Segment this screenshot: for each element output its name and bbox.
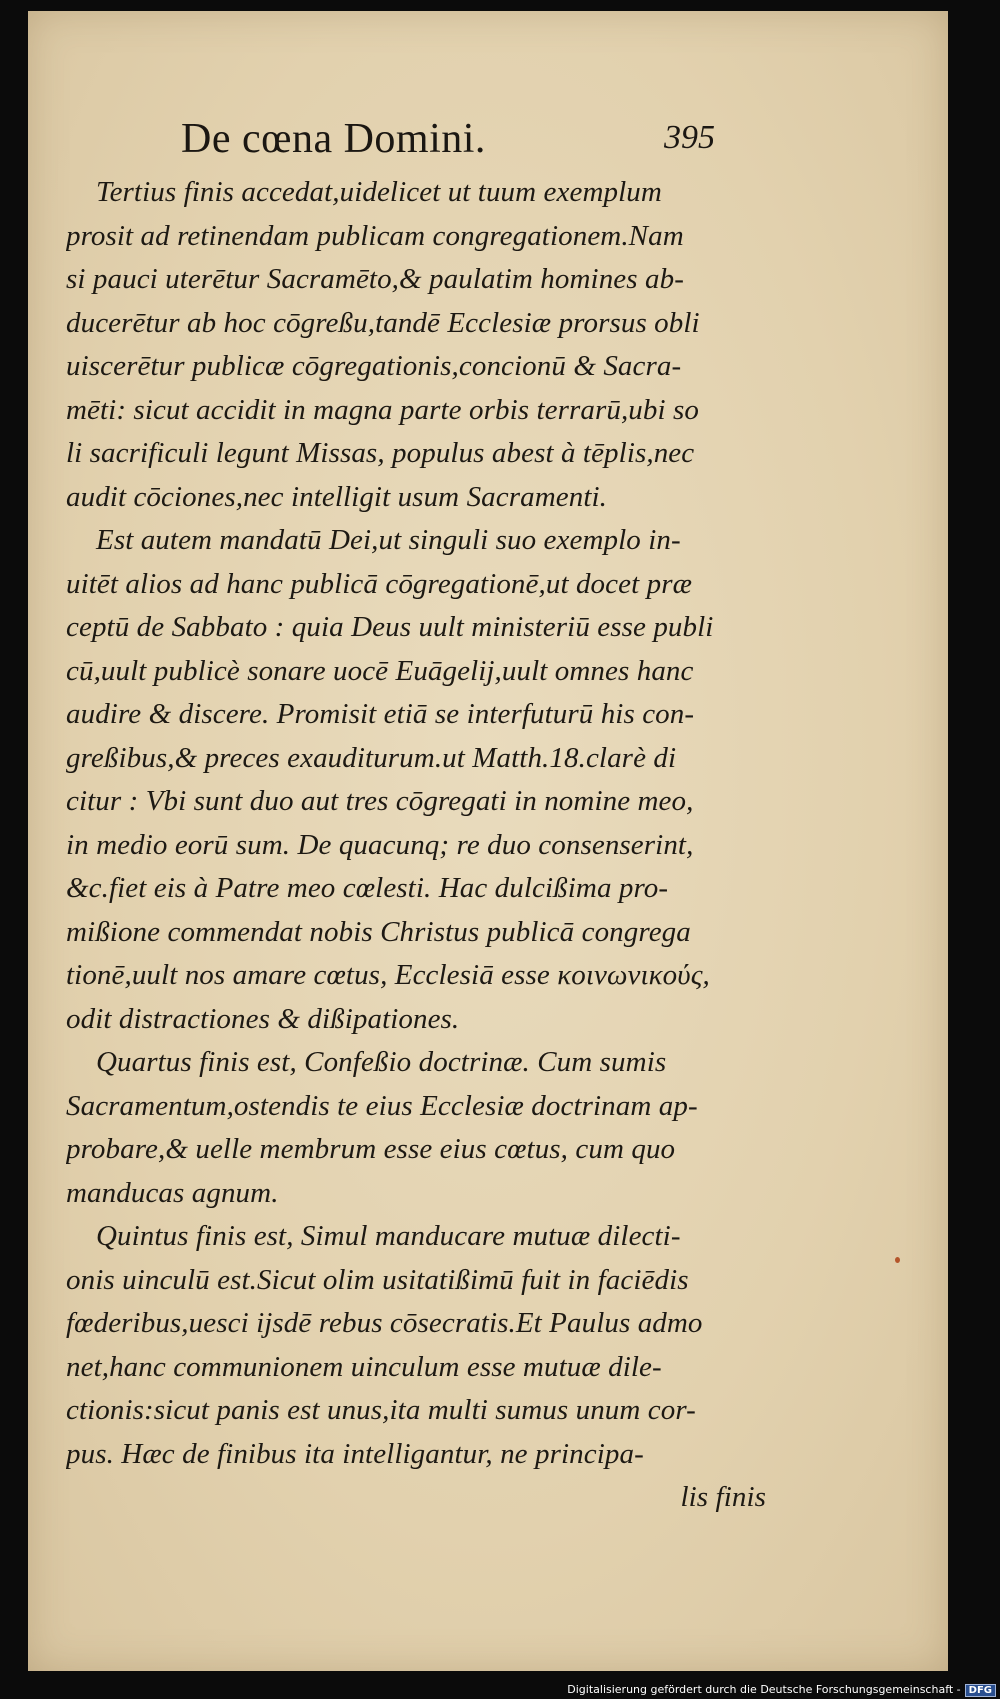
text-line: uiscerētur publicæ cōgregationis,concionū & Sacra-: [66, 350, 682, 382]
text-line: &c.fiet eis à Patre meo cœlesti. Hac dulcißima pro-: [66, 872, 669, 904]
paragraph-quartus: [66, 1041, 766, 1215]
text-line: Quintus finis est, Simul manducare mutuæ dilecti-: [96, 1220, 681, 1252]
page-header: [28, 115, 948, 175]
text-line: citur : Vbi sunt duo aut tres cōgregati in nomine meo,: [66, 785, 694, 817]
running-head: De cœna Domini.: [181, 116, 486, 162]
text-line: onis uinculū est.Sicut olim usitatißimū fuit in faciēdis: [66, 1263, 689, 1296]
text-line: greßibus,& preces exauditurum.ut Matth.18.clarè di: [66, 741, 677, 774]
paragraph-tertius: [66, 171, 766, 519]
body-text: [66, 171, 766, 1520]
text-line: audit cōciones,nec intelligit usum Sacramenti.: [66, 480, 608, 513]
text-line: uitēt alios ad hanc publicā cōgregationē,ut docet præ: [66, 567, 693, 600]
book-page: [28, 11, 948, 1671]
text-line: odit distractiones & dißipationes.: [66, 1002, 460, 1035]
text-line: audire & discere. Promisit etiā se interfuturū his con-: [66, 698, 695, 730]
credit-text: Digitalisierung gefördert durch die Deutsche Forschungsgemeinschaft -: [567, 1683, 961, 1696]
text-line: Quartus finis est, Confeßio doctrinæ. Cum sumis: [96, 1046, 667, 1078]
dfg-logo: DFG: [965, 1684, 996, 1697]
text-line: Sacramentum,ostendis te eius Ecclesiæ doctrinam ap-: [66, 1089, 698, 1122]
text-line: li sacrificuli legunt Missas, populus abest à tēplis,nec: [66, 437, 695, 469]
text-line: net,hanc communionem uinculum esse mutuæ dile-: [66, 1350, 662, 1383]
text-line: si pauci uterētur Sacramēto,& paulatim homines ab-: [66, 263, 684, 295]
paper-stain: [895, 1257, 900, 1263]
text-line: ctionis:sicut panis est unus,ita multi sumus unum cor-: [66, 1394, 696, 1426]
text-line: probare,& uelle membrum esse eius cœtus, cum quo: [66, 1133, 676, 1165]
catchword: lis finis: [680, 1481, 766, 1513]
digitization-credit: [567, 1683, 996, 1697]
paragraph-quintus: [66, 1215, 766, 1476]
text-line: Est autem mandatū Dei,ut singuli suo exemplo in-: [96, 524, 681, 556]
text-line: Tertius finis accedat,uidelicet ut tuum exemplum: [96, 176, 662, 208]
page-number: 395: [664, 119, 715, 156]
text-line: prosit ad retinendam publicam congregationem.Nam: [66, 219, 684, 252]
text-line: ducerētur ab hoc cōgreßu,tandē Ecclesiæ prorsus obli: [66, 306, 700, 339]
text-line: cū,uult publicè sonare uocē Euāgelij,uult omnes hanc: [66, 654, 694, 687]
text-line: tionē,uult nos amare cœtus, Ecclesiā esse κοινωνικούς,: [66, 959, 710, 991]
text-line: fœderibus,uesci ijsdē rebus cōsecratis.Et Paulus admo: [66, 1307, 703, 1339]
paragraph-mandatum: [66, 519, 766, 1041]
text-line: manducas agnum.: [66, 1176, 279, 1209]
text-line: mißione commendat nobis Christus publicā congrega: [66, 915, 691, 948]
text-line: pus. Hæc de finibus ita intelligantur, ne principa-: [66, 1437, 644, 1470]
text-line: mēti: sicut accidit in magna parte orbis terrarū,ubi so: [66, 393, 699, 426]
text-line: ceptū de Sabbato : quia Deus uult ministeriū esse publi: [66, 611, 714, 643]
text-line: in medio eorū sum. De quacunq; re duo consenserint,: [66, 828, 694, 861]
